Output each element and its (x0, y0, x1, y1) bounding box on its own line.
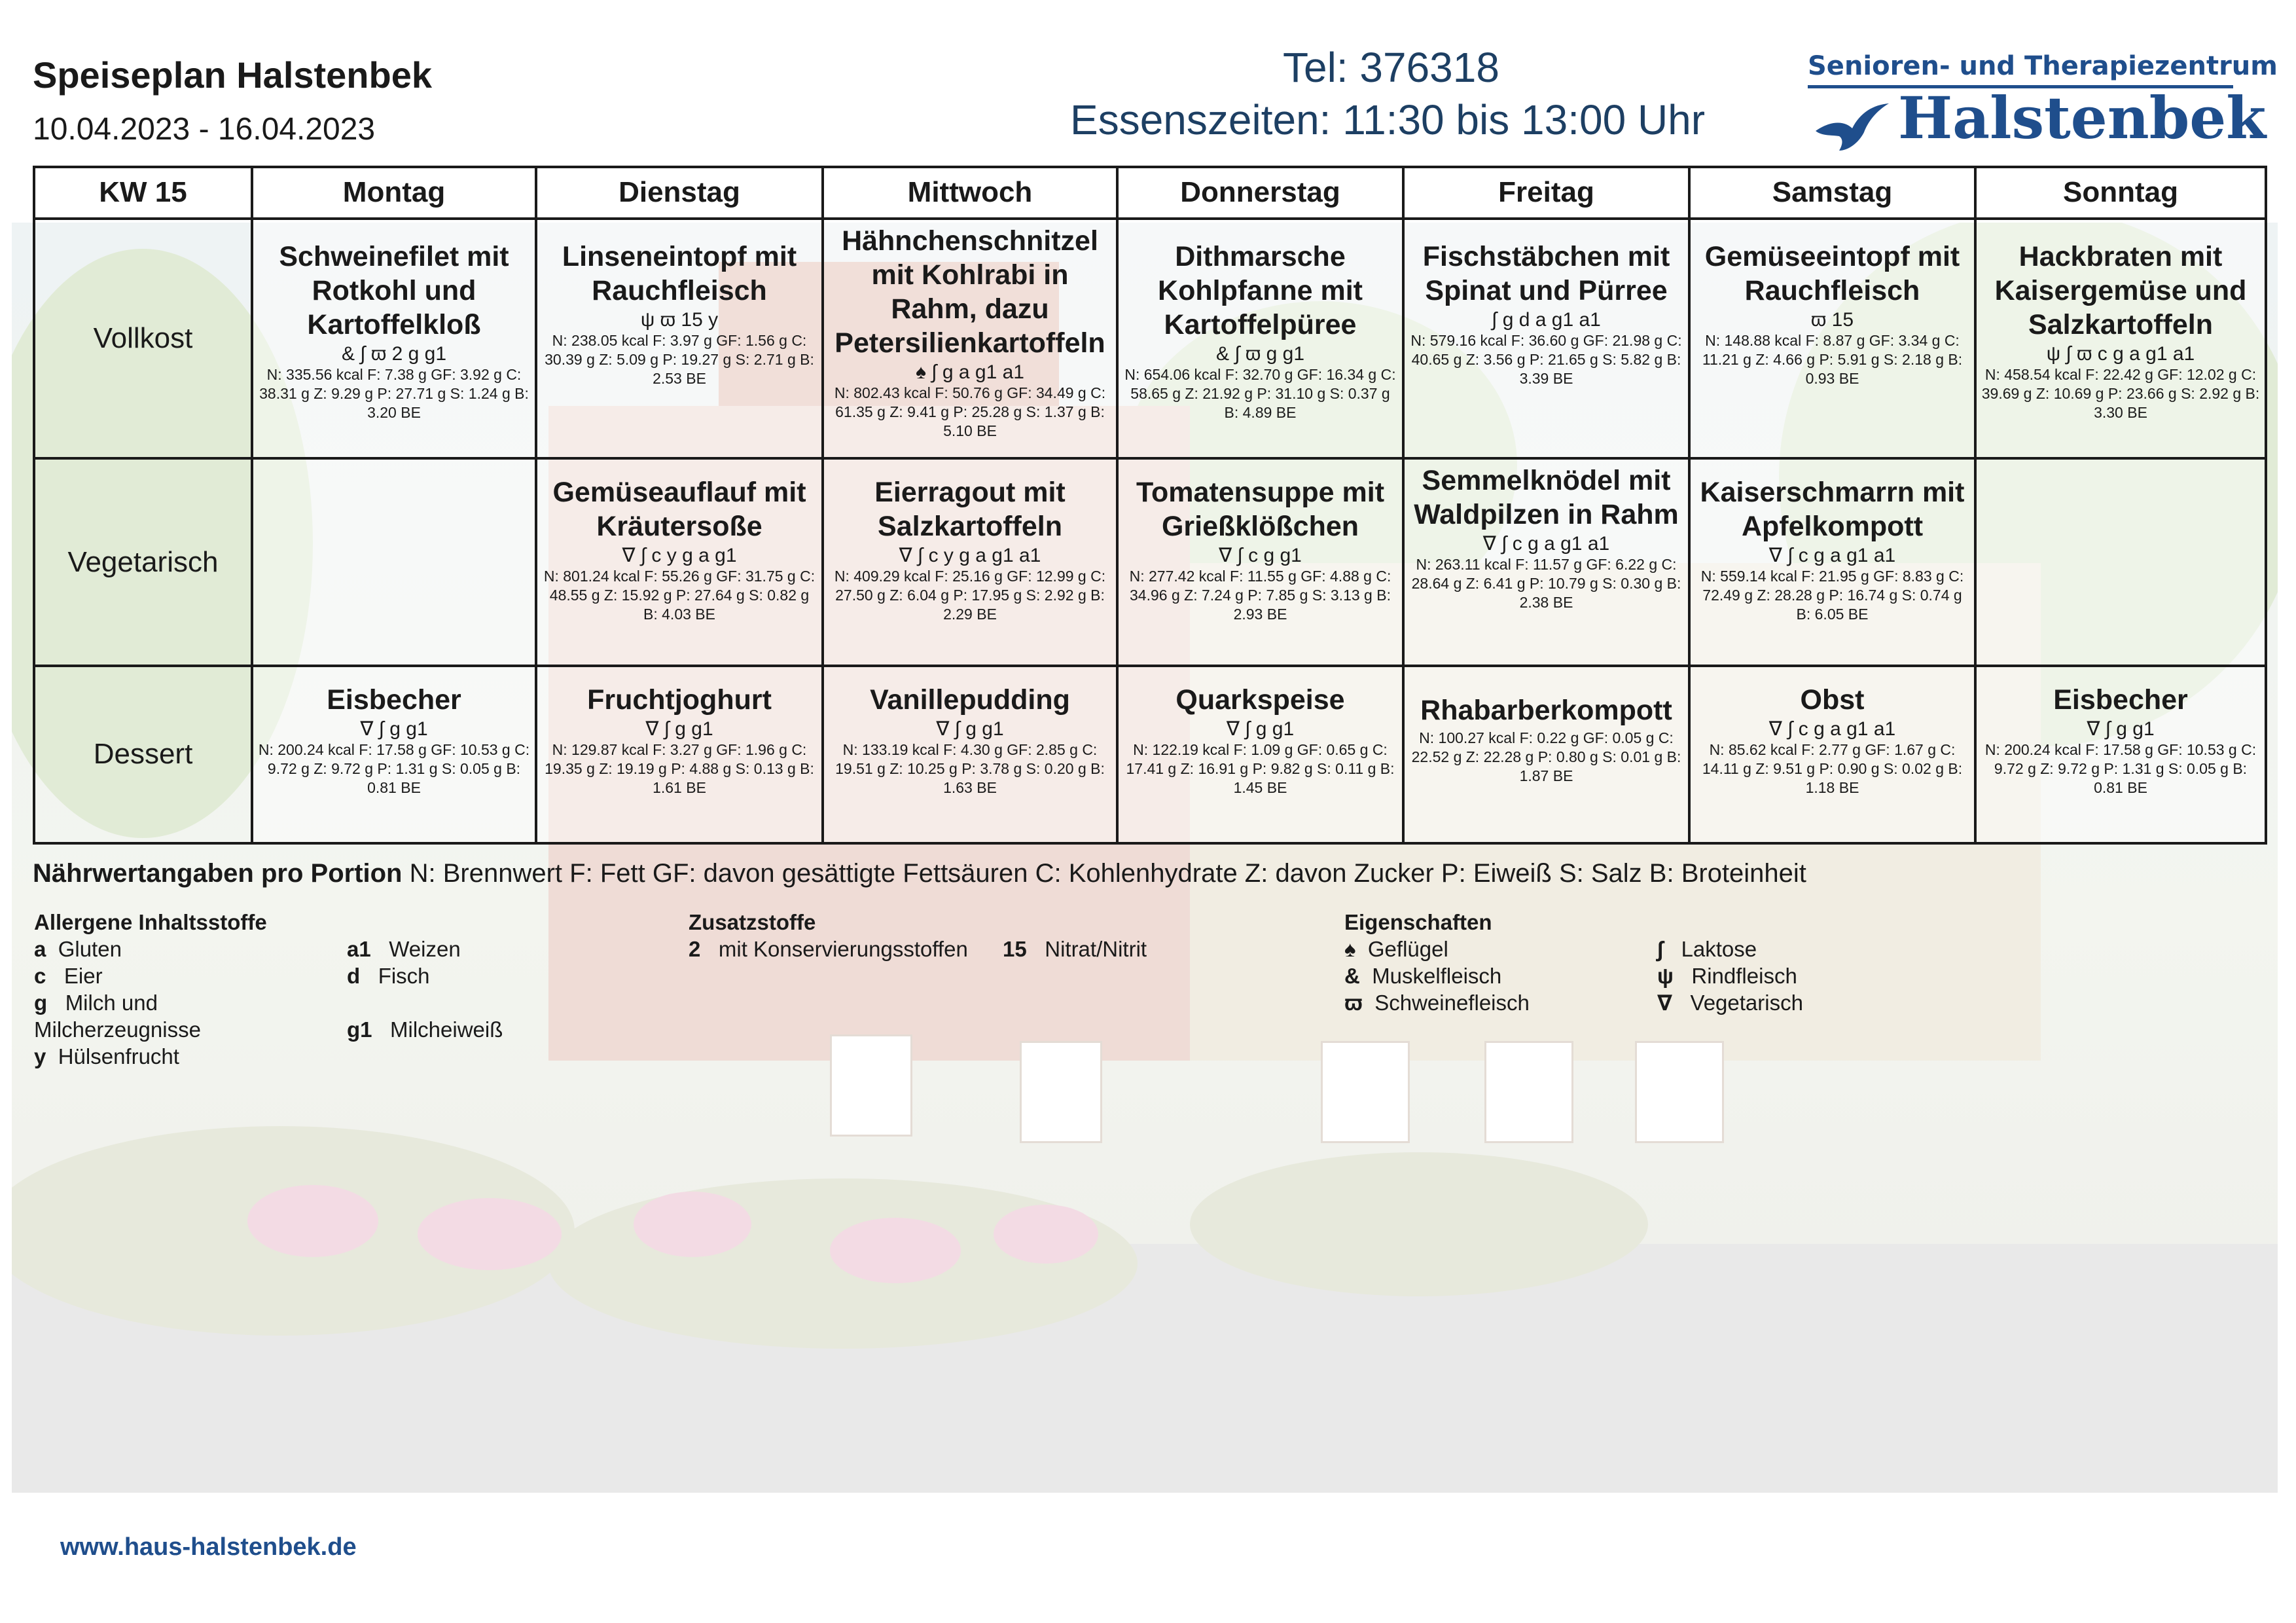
nutrition-values: N: 579.16 kcal F: 36.60 g GF: 21.98 g C: 40.65 g Z: 3.56 g P: 21.65 g S: 5.82 g B: 3.39 BE (1410, 331, 1682, 387)
nutrition-values: N: 409.29 kcal F: 25.16 g GF: 12.99 g C: 27.50 g Z: 6.04 g P: 17.95 g S: 2.92 g B: 2.29 BE (834, 568, 1106, 623)
muscle-meat-icon: & (1344, 964, 1360, 988)
nutrition-values: N: 277.42 kcal F: 11.55 g GF: 4.88 g C: 34.96 g Z: 7.24 g P: 7.85 g S: 3.13 g B: 2.93 BE (1129, 568, 1391, 623)
legend-text: Hülsenfrucht (58, 1044, 179, 1068)
menu-cell (1975, 666, 2266, 843)
page-title: Speiseplan Halstenbek (33, 54, 433, 96)
menu-cell (1117, 666, 1403, 843)
allergen-codes: ψ ∫ ϖ c g a g1 a1 (2046, 342, 2195, 365)
meal-times: Essenszeiten: 11:30 bis 13:00 Uhr (1070, 96, 1706, 143)
legend-key: 2 (689, 937, 701, 961)
legend-text: Milcherzeugnisse (34, 1017, 201, 1042)
legend-text: Nitrat/Nitrit (1045, 937, 1147, 961)
menu-cell (1689, 219, 1975, 459)
legend-text: Rindfleisch (1691, 964, 1797, 988)
dish-name: Kaiserschmarrn mit Apfelkompott (1700, 477, 1965, 543)
legend-text: Laktose (1681, 937, 1757, 961)
table-row (34, 458, 2266, 665)
legend-additives (689, 909, 1278, 962)
nutrition-key-text: N: Brennwert F: Fett GF: davon gesättigte Fettsäuren C: Kohlenhydrate Z: davon Zucker P: Eiweiß S: Salz B: Broteinheit (409, 859, 1806, 888)
dish-name: Fischstäbchen mit Spinat und Pürree (1422, 240, 1670, 306)
dish-name: Gemüseeintopf mit Rauchfleisch (1704, 240, 1960, 306)
allergen-codes: ♠ ∫ g a g1 a1 (916, 361, 1024, 383)
dish-name: Schweinefilet mit Rotkohl und Kartoffelkloß (279, 240, 509, 340)
dish-name: Quarkspeise (1175, 684, 1345, 716)
menu-cell (823, 666, 1117, 843)
pork-icon: ϖ (1344, 991, 1363, 1015)
allergen-codes: ∫ g d a g1 a1 (1492, 308, 1601, 331)
nutrition-values: N: 200.24 kcal F: 17.58 g GF: 10.53 g C: 9.72 g Z: 9.72 g P: 1.31 g S: 0.05 g B: 0.81 BE (1984, 740, 2257, 796)
legend-text: Eier (63, 964, 103, 988)
legend-key: c (34, 964, 46, 988)
dish-name: Eierragout mit Salzkartoffeln (874, 477, 1066, 543)
allergen-codes: ∇ ∫ c g g1 (1219, 545, 1302, 567)
vegetarian-icon: ∇ (1657, 991, 1672, 1015)
allergen-codes: ∇ ∫ g g1 (936, 718, 1004, 740)
allergen-codes: & ∫ ϖ g g1 (1215, 342, 1305, 365)
logo-subtitle: Senioren- und Therapiezentrum (1808, 51, 2278, 81)
day-header: Montag (252, 167, 536, 219)
nutrition-values: N: 802.43 kcal F: 50.76 g GF: 34.49 g C: 61.35 g Z: 9.41 g P: 25.28 g S: 1.37 g B: 5.10 BE (834, 384, 1106, 439)
menu-cell (252, 219, 536, 459)
nutrition-values: N: 654.06 kcal F: 32.70 g GF: 16.34 g C: 58.65 g Z: 21.92 g P: 31.10 g S: 0.37 g B: 4.89 BE (1124, 365, 1396, 421)
dish-name: Dithmarsche Kohlpfanne mit Kartoffelpüree (1158, 240, 1363, 340)
dish-name: Rhabarberkompott (1420, 694, 1672, 726)
dish-name: Eisbecher (327, 684, 461, 716)
nutrition-values: N: 801.24 kcal F: 55.26 g GF: 31.75 g C: 48.55 g Z: 15.92 g P: 27.64 g S: 0.82 g B: 4.03 BE (543, 568, 816, 623)
nutrition-key-label: Nährwertangaben pro Portion (33, 859, 403, 888)
menu-cell (536, 666, 823, 843)
allergen-codes: ∇ ∫ g g1 (360, 718, 428, 740)
allergen-codes: ∇ ∫ c y g a g1 (622, 545, 737, 567)
table-row (34, 219, 2266, 459)
row-label: Dessert (34, 666, 252, 843)
legend-title: Zusatzstoffe (689, 910, 816, 934)
week-number: KW 15 (34, 167, 252, 219)
nutrition-values: N: 148.88 kcal F: 8.87 g GF: 3.34 g C: 11.21 g Z: 4.66 g P: 5.91 g S: 2.18 g B: 0.93 BE (1702, 331, 1963, 387)
legend-text: Milcheiweiß (390, 1017, 503, 1042)
legend-allergens (34, 909, 623, 1070)
day-header: Sonntag (1975, 167, 2266, 219)
allergen-codes: ∇ ∫ g g1 (2087, 718, 2155, 740)
legend-text: Fisch (378, 964, 430, 988)
dish-name: Linseneintopf mit Rauchfleisch (562, 240, 797, 306)
nutrition-values: N: 129.87 kcal F: 3.27 g GF: 1.96 g C: 19.35 g Z: 19.19 g P: 4.88 g S: 0.13 g B: 1.61 BE (545, 740, 814, 796)
menu-cell (1403, 458, 1689, 665)
row-label: Vegetarisch (34, 458, 252, 665)
menu-cell (1689, 666, 1975, 843)
menu-cell (823, 458, 1117, 665)
day-header: Mittwoch (823, 167, 1117, 219)
website-link[interactable]: www.haus-halstenbek.de (60, 1533, 357, 1561)
legend-key: a1 (347, 937, 371, 961)
dish-name: Semmelknödel mit Waldpilzen in Rahm (1414, 465, 1679, 531)
allergen-codes: ∇ ∫ c g a g1 a1 (1768, 718, 1896, 740)
menu-cell (1117, 458, 1403, 665)
nutrition-key (33, 859, 1806, 888)
allergen-codes: ψ ϖ 15 y (640, 308, 719, 331)
legend-text: Milch und (65, 991, 158, 1015)
day-header: Samstag (1689, 167, 1975, 219)
menu-cell (1117, 219, 1403, 459)
table-header-row (34, 167, 2266, 219)
nutrition-values: N: 200.24 kcal F: 17.58 g GF: 10.53 g C: 9.72 g Z: 9.72 g P: 1.31 g S: 0.05 g B: 0.81 BE (258, 740, 530, 796)
menu-cell (1689, 458, 1975, 665)
nutrition-values: N: 458.54 kcal F: 22.42 g GF: 12.02 g C: 39.69 g Z: 10.69 g P: 23.66 g S: 2.92 g B: 3.30 BE (1981, 365, 2260, 421)
lactose-icon: ∫ (1657, 937, 1664, 961)
legend-title: Eigenschaften (1344, 910, 1492, 934)
menu-cell (536, 219, 823, 459)
nutrition-values: N: 559.14 kcal F: 21.95 g GF: 8.83 g C: 72.49 g Z: 28.28 g P: 16.74 g S: 0.74 g B: 6.05 BE (1700, 568, 1964, 623)
menu-cell (1975, 458, 2266, 665)
nutrition-values: N: 335.56 kcal F: 7.38 g GF: 3.92 g C: 38.31 g Z: 9.29 g P: 27.71 g S: 1.24 g B: 3.20 BE (259, 365, 529, 421)
legend-text: Muskelfleisch (1372, 964, 1502, 988)
legend-text: Weizen (389, 937, 461, 961)
menu-cell (252, 666, 536, 843)
legend-title: Allergene Inhaltsstoffe (34, 910, 267, 934)
legend-text: Vegetarisch (1690, 991, 1803, 1015)
day-header: Freitag (1403, 167, 1689, 219)
menu-cell (1975, 219, 2266, 459)
allergen-codes: ∇ ∫ c y g a g1 a1 (899, 545, 1041, 567)
legend-key: g (34, 991, 48, 1015)
day-header: Dienstag (536, 167, 823, 219)
dish-name: Fruchtjoghurt (587, 684, 772, 716)
allergen-codes: ϖ 15 (1810, 308, 1854, 331)
legend-key: d (347, 964, 361, 988)
menu-cell (252, 458, 536, 665)
legend-key: g1 (347, 1017, 372, 1042)
menu-cell (1403, 219, 1689, 459)
nutrition-values: N: 85.62 kcal F: 2.77 g GF: 1.67 g C: 14.11 g Z: 9.51 g P: 0.90 g S: 0.02 g B: 1.18 BE (1702, 740, 1963, 796)
row-label: Vollkost (34, 219, 252, 459)
legend-key: y (34, 1044, 46, 1068)
bird-logo-icon (1813, 100, 1892, 152)
menu-table (33, 166, 2267, 845)
table-row (34, 666, 2266, 843)
menu-cell (536, 458, 823, 665)
day-header: Donnerstag (1117, 167, 1403, 219)
logo-wordmark: Halstenbek (1898, 84, 2267, 152)
allergen-codes: ∇ ∫ g g1 (1226, 718, 1295, 740)
nutrition-values: N: 133.19 kcal F: 4.30 g GF: 2.85 g C: 19.51 g Z: 10.25 g P: 3.78 g S: 0.20 g B: 1.63 BE (835, 740, 1105, 796)
legend-text: Schweinefleisch (1374, 991, 1530, 1015)
legend-text: Gluten (58, 937, 122, 961)
dish-name: Hähnchenschnitzel mit Kohlrabi in Rahm, dazu Petersilienkartoffeln (834, 225, 1105, 359)
nutrition-values: N: 263.11 kcal F: 11.57 g GF: 6.22 g C: 28.64 g Z: 6.41 g P: 10.79 g S: 0.30 g B: 2.38 BE (1411, 556, 1681, 611)
poultry-icon: ♠ (1344, 937, 1356, 961)
dish-name: Hackbraten mit Kaisergemüse und Salzkartoffeln (1994, 240, 2247, 340)
dish-name: Gemüseauflauf mit Kräutersoße (552, 477, 806, 543)
allergen-codes: ∇ ∫ c g a g1 a1 (1768, 545, 1896, 567)
dish-name: Obst (1800, 684, 1865, 716)
legend-key: 15 (1003, 937, 1027, 961)
allergen-codes: ∇ ∫ g g1 (645, 718, 713, 740)
allergen-codes: & ∫ ϖ 2 g g1 (341, 342, 447, 365)
nutrition-values: N: 122.19 kcal F: 1.09 g GF: 0.65 g C: 17.41 g Z: 16.91 g P: 9.82 g S: 0.11 g B: 1.45 BE (1126, 740, 1395, 796)
telephone: Tel: 376318 (1283, 44, 1499, 91)
beef-icon: ψ (1657, 964, 1674, 988)
menu-cell (1403, 666, 1689, 843)
legend-properties (1344, 909, 1999, 1016)
legend-text: Geflügel (1367, 937, 1448, 961)
dish-name: Tomatensuppe mit Grießklößchen (1136, 477, 1385, 543)
dish-name: Vanillepudding (870, 684, 1070, 716)
nutrition-values: N: 100.27 kcal F: 0.22 g GF: 0.05 g C: 22.52 g Z: 22.28 g P: 0.80 g S: 0.01 g B: 1.87 BE (1411, 729, 1681, 784)
dish-name: Eisbecher (2053, 684, 2188, 716)
menu-cell (823, 219, 1117, 459)
legend-key: a (34, 937, 46, 961)
legend-text: mit Konservierungsstoffen (718, 937, 968, 961)
allergen-codes: ∇ ∫ c g a g1 a1 (1482, 533, 1610, 555)
date-range: 10.04.2023 - 16.04.2023 (33, 112, 376, 147)
nutrition-values: N: 238.05 kcal F: 3.97 g GF: 1.56 g C: 30.39 g Z: 5.09 g P: 19.27 g S: 2.71 g B: 2.53 BE (545, 331, 814, 387)
